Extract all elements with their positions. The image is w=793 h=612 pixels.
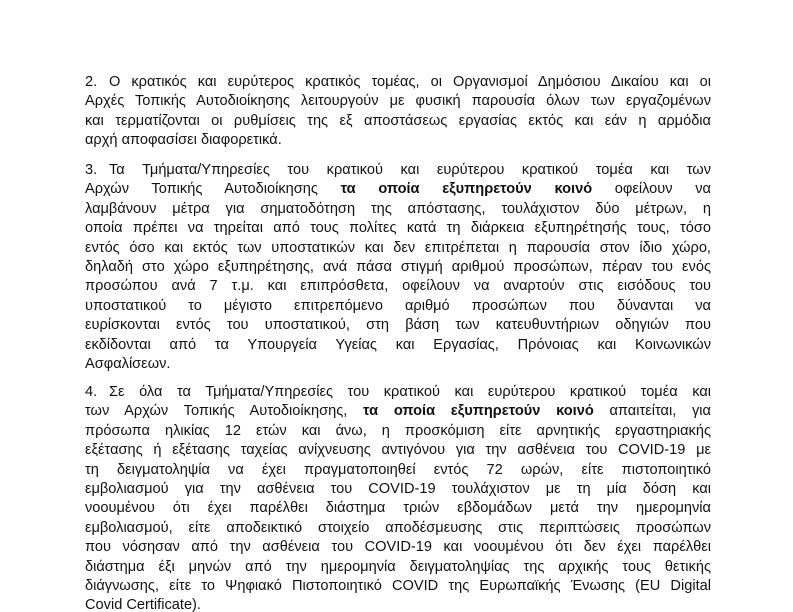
line-text: Ο κρατικός και ευρύτερος κρατικός τομέας, οι Οργανισμοί Δημόσιου Δικαίου και οι bbox=[109, 74, 711, 90]
paragraph-number: 2. bbox=[85, 74, 98, 90]
bold-emphasis: τα οποία εξυπηρετούν κοινό bbox=[340, 181, 593, 198]
paragraph-line: που νόσησαν από την ασθένεια του COVID-19 και νοουμένου ότι δεν έχει παρέλθει bbox=[85, 539, 711, 556]
paragraph-line: εκδίδονται από τα Υπουργεία Υγείας και Εργασίας, Πρόνοιας και Κοινωνικών bbox=[85, 336, 711, 353]
line-text: Τα Τμήματα/Υπηρεσίες του κρατικού και ευρύτερου κρατικού τομέα και των bbox=[109, 162, 711, 178]
line-text: Σε όλα τα Τμήματα/Υπηρεσίες του κρατικού και ευρύτερου κρατικού τομέα και bbox=[109, 384, 711, 400]
paragraph-line: εμβολιασμού για την ασθένεια του COVID-19 τουλάχιστον με τη μία δόση και bbox=[85, 481, 711, 498]
paragraph-number: 3. bbox=[85, 162, 98, 178]
paragraph-line: και τερματίζονται οι ρυθμίσεις της εξ αποστάσεως εργασίας εκτός και εάν η αρμόδια bbox=[85, 112, 711, 129]
paragraph-line bbox=[85, 161, 711, 180]
paragraph-3 bbox=[85, 161, 711, 374]
paragraph-line: οποία πρέπει να τηρείται από τους πολίτες κατά τη διάρκεια εξυπηρέτησής τους, τόσο bbox=[85, 220, 711, 237]
bold-emphasis: τα οποία εξυπηρετούν κοινό bbox=[363, 403, 594, 420]
paragraph-line: δηλαδή στο χώρο εξυπηρέτησης, ανά πάσα στιγμή αριθμού προσώπων, πέραν του ενός bbox=[85, 259, 711, 276]
paragraph-line: διάγνωσης, είτε το Ψηφιακό Πιστοποιητικό COVID της Ευρωπαϊκής Ένωσης (EU Digital bbox=[85, 578, 711, 595]
paragraph-line: λαμβάνουν μέτρα για σηματοδότηση της απόστασης, τουλάχιστον δύο μέτρων, η bbox=[85, 200, 711, 217]
paragraph-line: Αρχές Τοπικής Αυτοδιοίκησης λειτουργούν με φυσική παρουσία όλων των εργαζομένων bbox=[85, 93, 711, 110]
paragraph-4 bbox=[85, 383, 711, 612]
paragraph-line: τη δειγματοληψία να έχει πραγματοποιηθεί εντός 72 ωρών, είτε πιστοποιητικό bbox=[85, 461, 711, 478]
line-text: οφείλουν να bbox=[592, 181, 711, 198]
paragraph-line bbox=[85, 73, 711, 92]
line-text: Αρχών Τοπικής Αυτοδιοίκησης bbox=[85, 181, 341, 198]
paragraph-line: εντός όσο και εκτός των υποστατικών και δεν επιτρέπεται η παρουσία στον ίδιο χώρο, bbox=[85, 239, 711, 256]
paragraph-line bbox=[85, 180, 711, 199]
paragraph-2 bbox=[85, 73, 711, 151]
paragraph-line bbox=[85, 383, 711, 402]
paragraph-line: διάστημα έξι μηνών από την ημερομηνία δειγματοληψίας της αρχικής τους θετικής bbox=[85, 558, 711, 575]
paragraph-line: αρχή αποφασίσει διαφορετικά. bbox=[85, 132, 282, 149]
paragraph-line bbox=[85, 402, 711, 421]
paragraph-line: Covid Certificate). bbox=[85, 597, 201, 612]
paragraph-line: εμβολιασμού, είτε αποδεικτικό στοιχείο αποδέσμευσης στις περιπτώσεις προσώπων bbox=[85, 519, 711, 536]
paragraph-line: νοουμένου ότι έχει παρέλθει διάστημα τριών εβδομάδων μετά την ημερομηνία bbox=[85, 500, 711, 517]
paragraph-number: 4. bbox=[85, 384, 98, 400]
line-text: των Αρχών Τοπικής Αυτοδιοίκησης, bbox=[85, 403, 364, 420]
line-text: απαιτείται, για bbox=[593, 403, 711, 420]
paragraph-line: υποστατικού το μέγιστο επιτρεπόμενο αριθμό προσώπων που δύνανται να bbox=[85, 297, 711, 314]
paragraph-line: ευρίσκονται εντός του υποστατικού, στη βάση των κατευθυντήριων οδηγιών που bbox=[85, 317, 711, 334]
paragraph-line: εξέτασης ή εξέτασης ταχείας ανίχνευσης αντιγόνου για την ασθένεια του COVID-19 με bbox=[85, 442, 711, 459]
paragraph-line: προσώπου ανά 7 τ.μ. και επιπρόσθετα, οφείλουν να αναρτούν στις εισόδους του bbox=[85, 278, 711, 295]
paragraph-line: Ασφαλίσεων. bbox=[85, 356, 171, 373]
paragraph-line: πρόσωπα ηλικίας 12 ετών και άνω, η προσκόμιση είτε αρνητικής εργαστηριακής bbox=[85, 422, 711, 439]
